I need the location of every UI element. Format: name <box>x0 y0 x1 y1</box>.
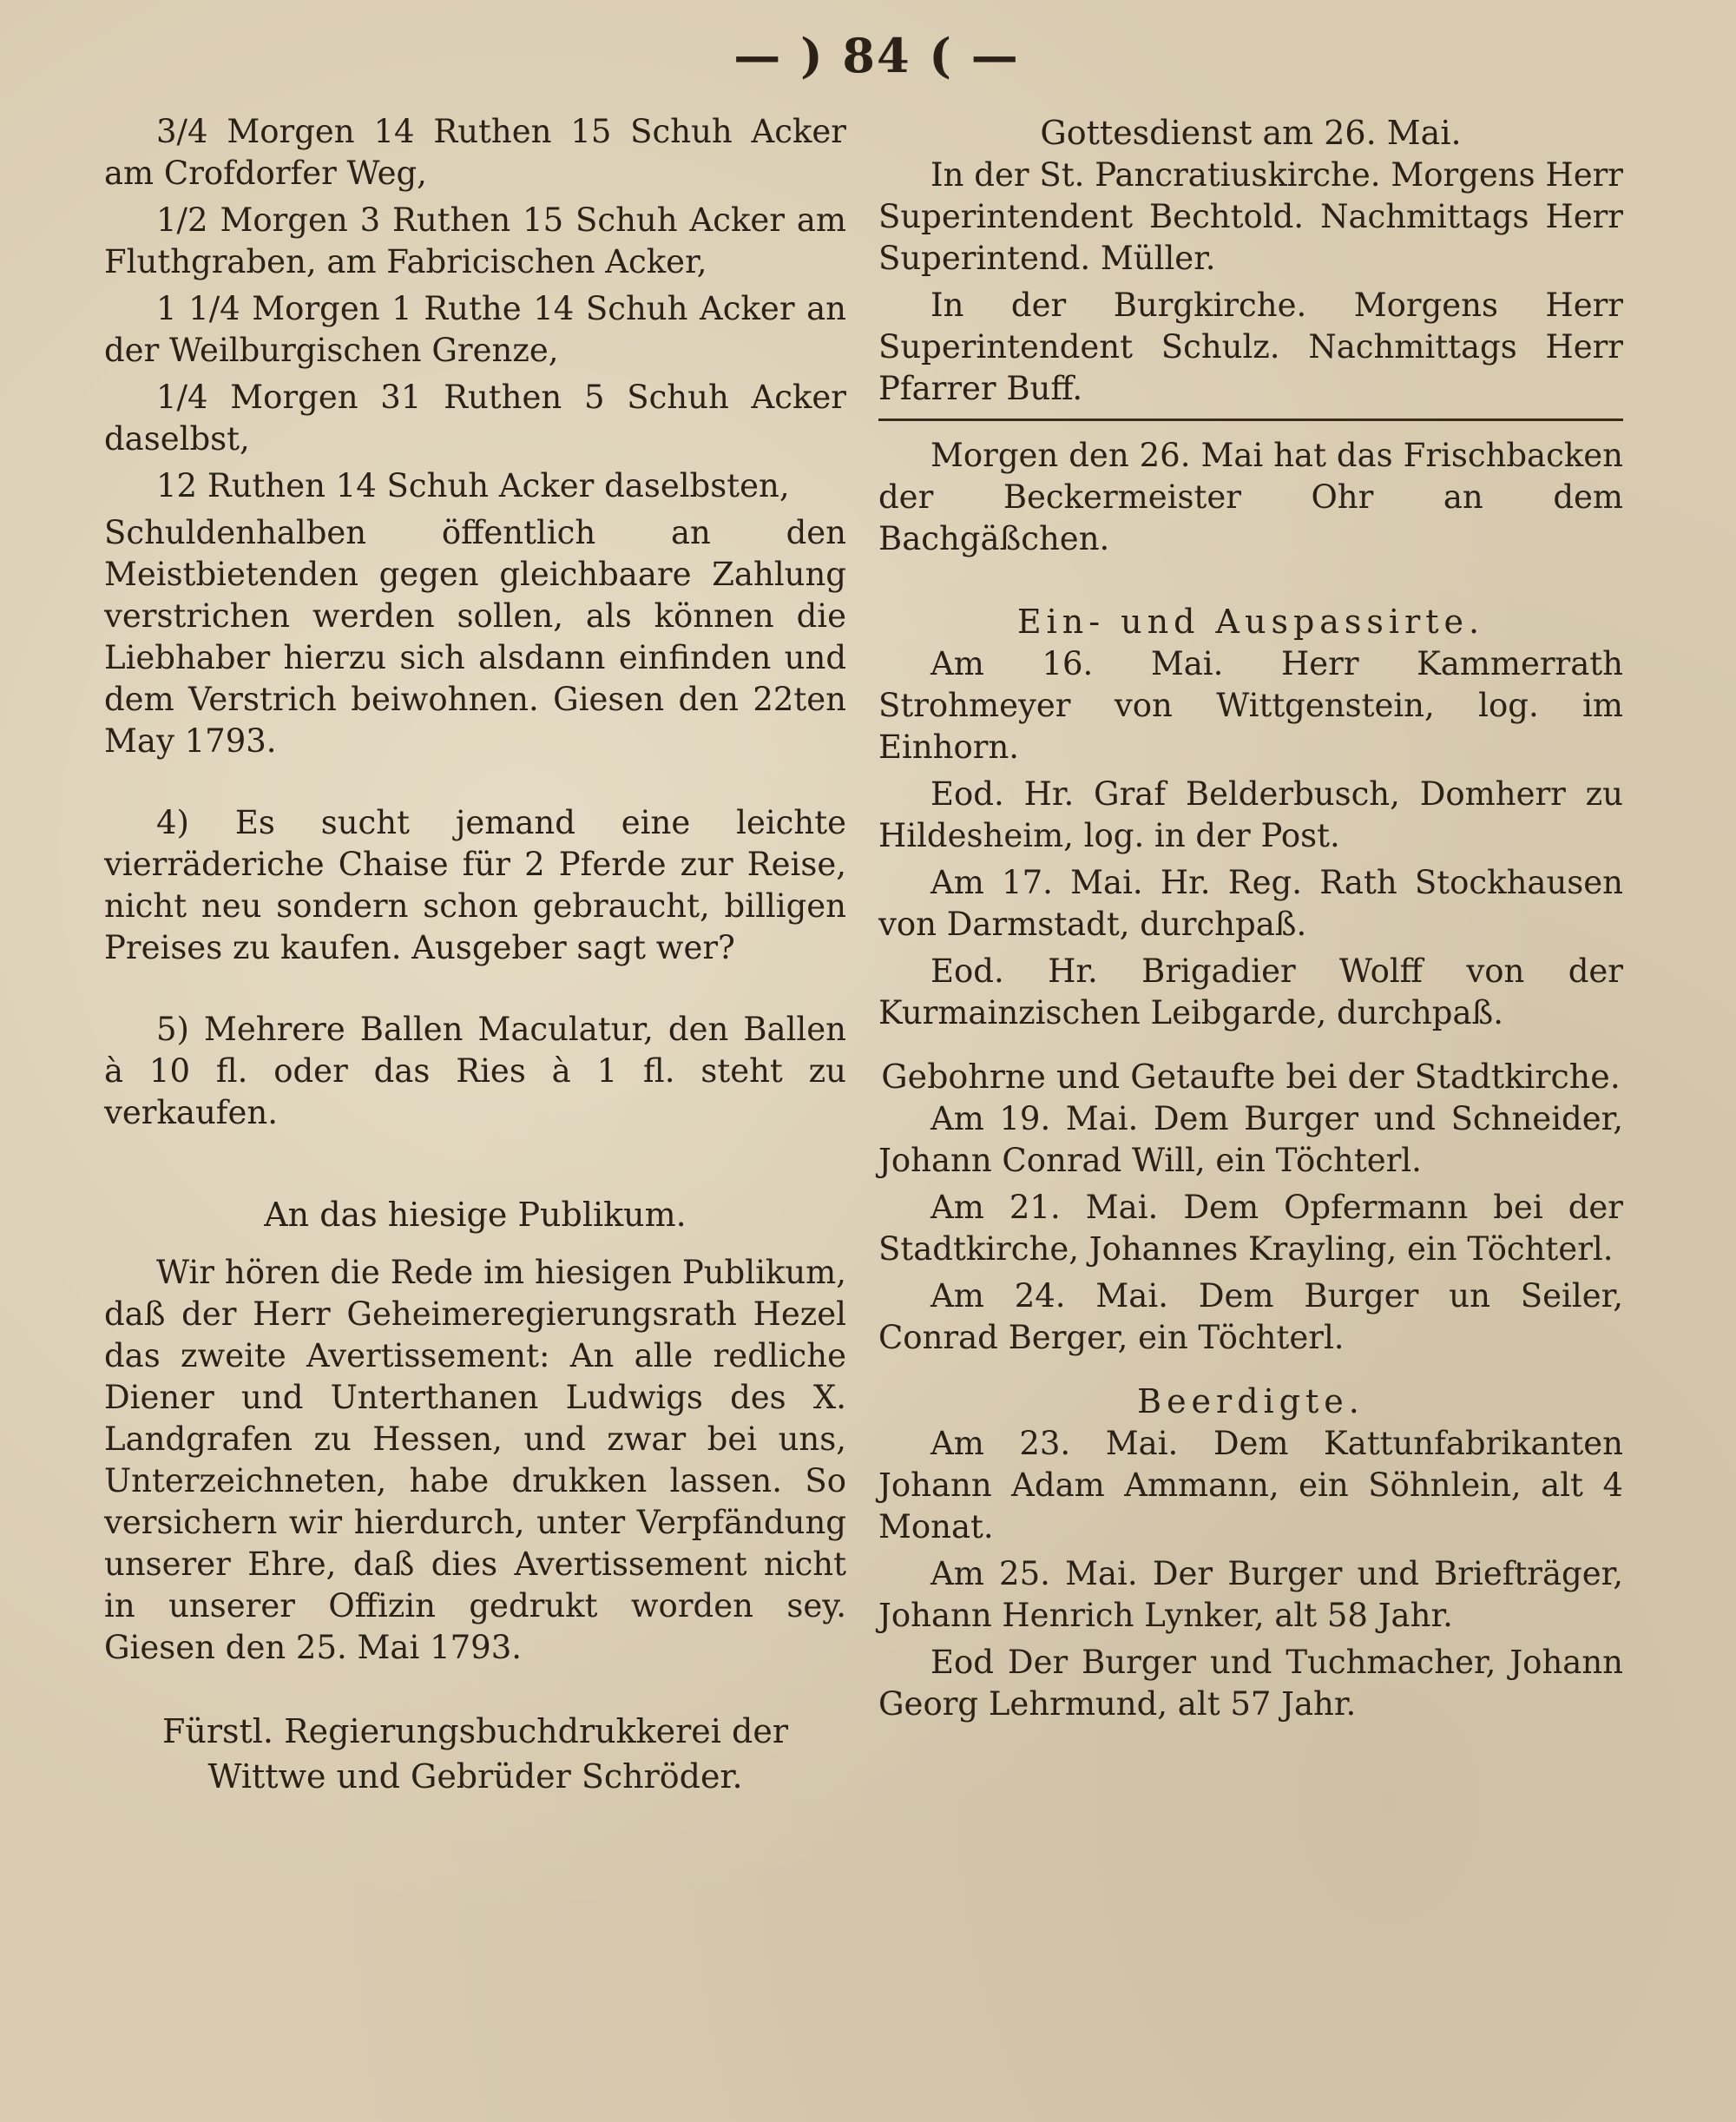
notice-4: 4) Es sucht jemand eine leichte vierräderiche Chaise für 2 Pferde zur Reise, nicht neu sondern schon gebraucht, billigen Preises zu kaufen. Ausgeber sagt wer? <box>104 804 846 966</box>
publikum-heading: An das hiesige Publikum. <box>264 1196 687 1234</box>
birth-3: Am 24. Mai. Dem Burger un Seiler, Conrad Berger, ein Töchterl. <box>878 1277 1623 1356</box>
notice-5: 5) Mehrere Ballen Maculatur, den Ballen à 10 fl. oder das Ries à 1 fl. steht zu verkaufen. <box>104 1011 846 1131</box>
travel-2: Eod. Hr. Graf Belderbusch, Domherr zu Hildesheim, log. in der Post. <box>878 775 1623 854</box>
page-number: — ) 84 ( — <box>733 28 1020 83</box>
burials-heading: Beerdigte. <box>1137 1382 1364 1420</box>
travel-heading: Ein- und Auspassirte. <box>1016 603 1485 641</box>
service-heading: Gottesdienst am 26. Mai. <box>1040 114 1462 152</box>
parcel-3: 1 1/4 Morgen 1 Ruthe 14 Schuh Acker an der Weilburgischen Grenze, <box>104 290 846 369</box>
left-column <box>104 111 846 1799</box>
birth-2: Am 21. Mai. Dem Opfermann bei der Stadtkirche, Johannes Krayling, ein Töchterl. <box>878 1189 1623 1268</box>
signature-line-1: Fürstl. Regierungsbuchdrukkerei der <box>161 1712 789 1750</box>
signature-line-2: Wittwe und Gebrüder Schröder. <box>207 1757 743 1796</box>
burial-1: Am 23. Mai. Dem Kattunfabrikanten Johann Adam Ammann, ein Söhnlein, alt 4 Monat. <box>878 1425 1623 1545</box>
burial-3: Eod Der Burger und Tuchmacher, Johann Georg Lehrmund, alt 57 Jahr. <box>878 1644 1623 1723</box>
travel-4: Eod. Hr. Brigadier Wolff von der Kurmainzischen Leibgarde, durchpaß. <box>878 952 1623 1031</box>
divider-rule <box>878 418 1623 421</box>
auction-text: Schuldenhalben öffentlich an den Meistbietenden gegen gleichbaare Zahlung verstrichen werden sollen, als können die Liebhaber hierzu sich alsdann einfinden und dem Verstrich beiwohnen. Giesen den 22ten May 1793. <box>104 514 846 760</box>
service-1: In der St. Pancratiuskirche. Morgens Herr Superintendent Bechtold. Nachmittags Herr Superintend. Müller. <box>878 156 1623 277</box>
parcel-2: 1/2 Morgen 3 Ruthen 15 Schuh Acker am Fluthgraben, am Fabricischen Acker, <box>104 201 846 280</box>
parcel-1: 3/4 Morgen 14 Ruthen 15 Schuh Acker am Crofdorfer Weg, <box>104 113 846 192</box>
travel-3: Am 17. Mai. Hr. Reg. Rath Stockhausen von Darmstadt, durchpaß. <box>878 864 1623 943</box>
publikum-text: Wir hören die Rede im hiesigen Publikum, daß der Herr Geheimeregierungsrath Hezel das zweite Avertissement: An alle redliche Diener und Unterthanen Ludwigs des X. Landgrafen zu Hessen, und zwar bei uns, Unterzeichneten, habe drukken lassen. So versichern wir hierdurch, unter Verpfändung unserer Ehre, daß dies Avertissement nicht in unserer Offizin gedrukt worden sey. Giesen den 25. Mai 1793. <box>104 1254 846 1666</box>
birth-1: Am 19. Mai. Dem Burger und Schneider, Johann Conrad Will, ein Töchterl. <box>878 1100 1623 1179</box>
right-column <box>878 111 1623 1730</box>
baker-text: Morgen den 26. Mai hat das Frischbacken der Beckermeister Ohr an dem Bachgäßchen. <box>878 437 1623 557</box>
travel-1: Am 16. Mai. Herr Kammerrath Strohmeyer von Wittgenstein, log. im Einhorn. <box>878 645 1623 766</box>
burial-2: Am 25. Mai. Der Burger und Briefträger, Johann Henrich Lynker, alt 58 Jahr. <box>878 1555 1623 1634</box>
parcel-5: 12 Ruthen 14 Schuh Acker daselbsten, <box>156 467 790 504</box>
parcel-4: 1/4 Morgen 31 Ruthen 5 Schuh Acker daselbst, <box>104 379 846 458</box>
births-heading: Gebohrne und Getaufte bei der Stadtkirche. <box>881 1058 1621 1096</box>
service-2: In der Burgkirche. Morgens Herr Superintendent Schulz. Nachmittags Herr Pfarrer Buff. <box>878 287 1623 407</box>
